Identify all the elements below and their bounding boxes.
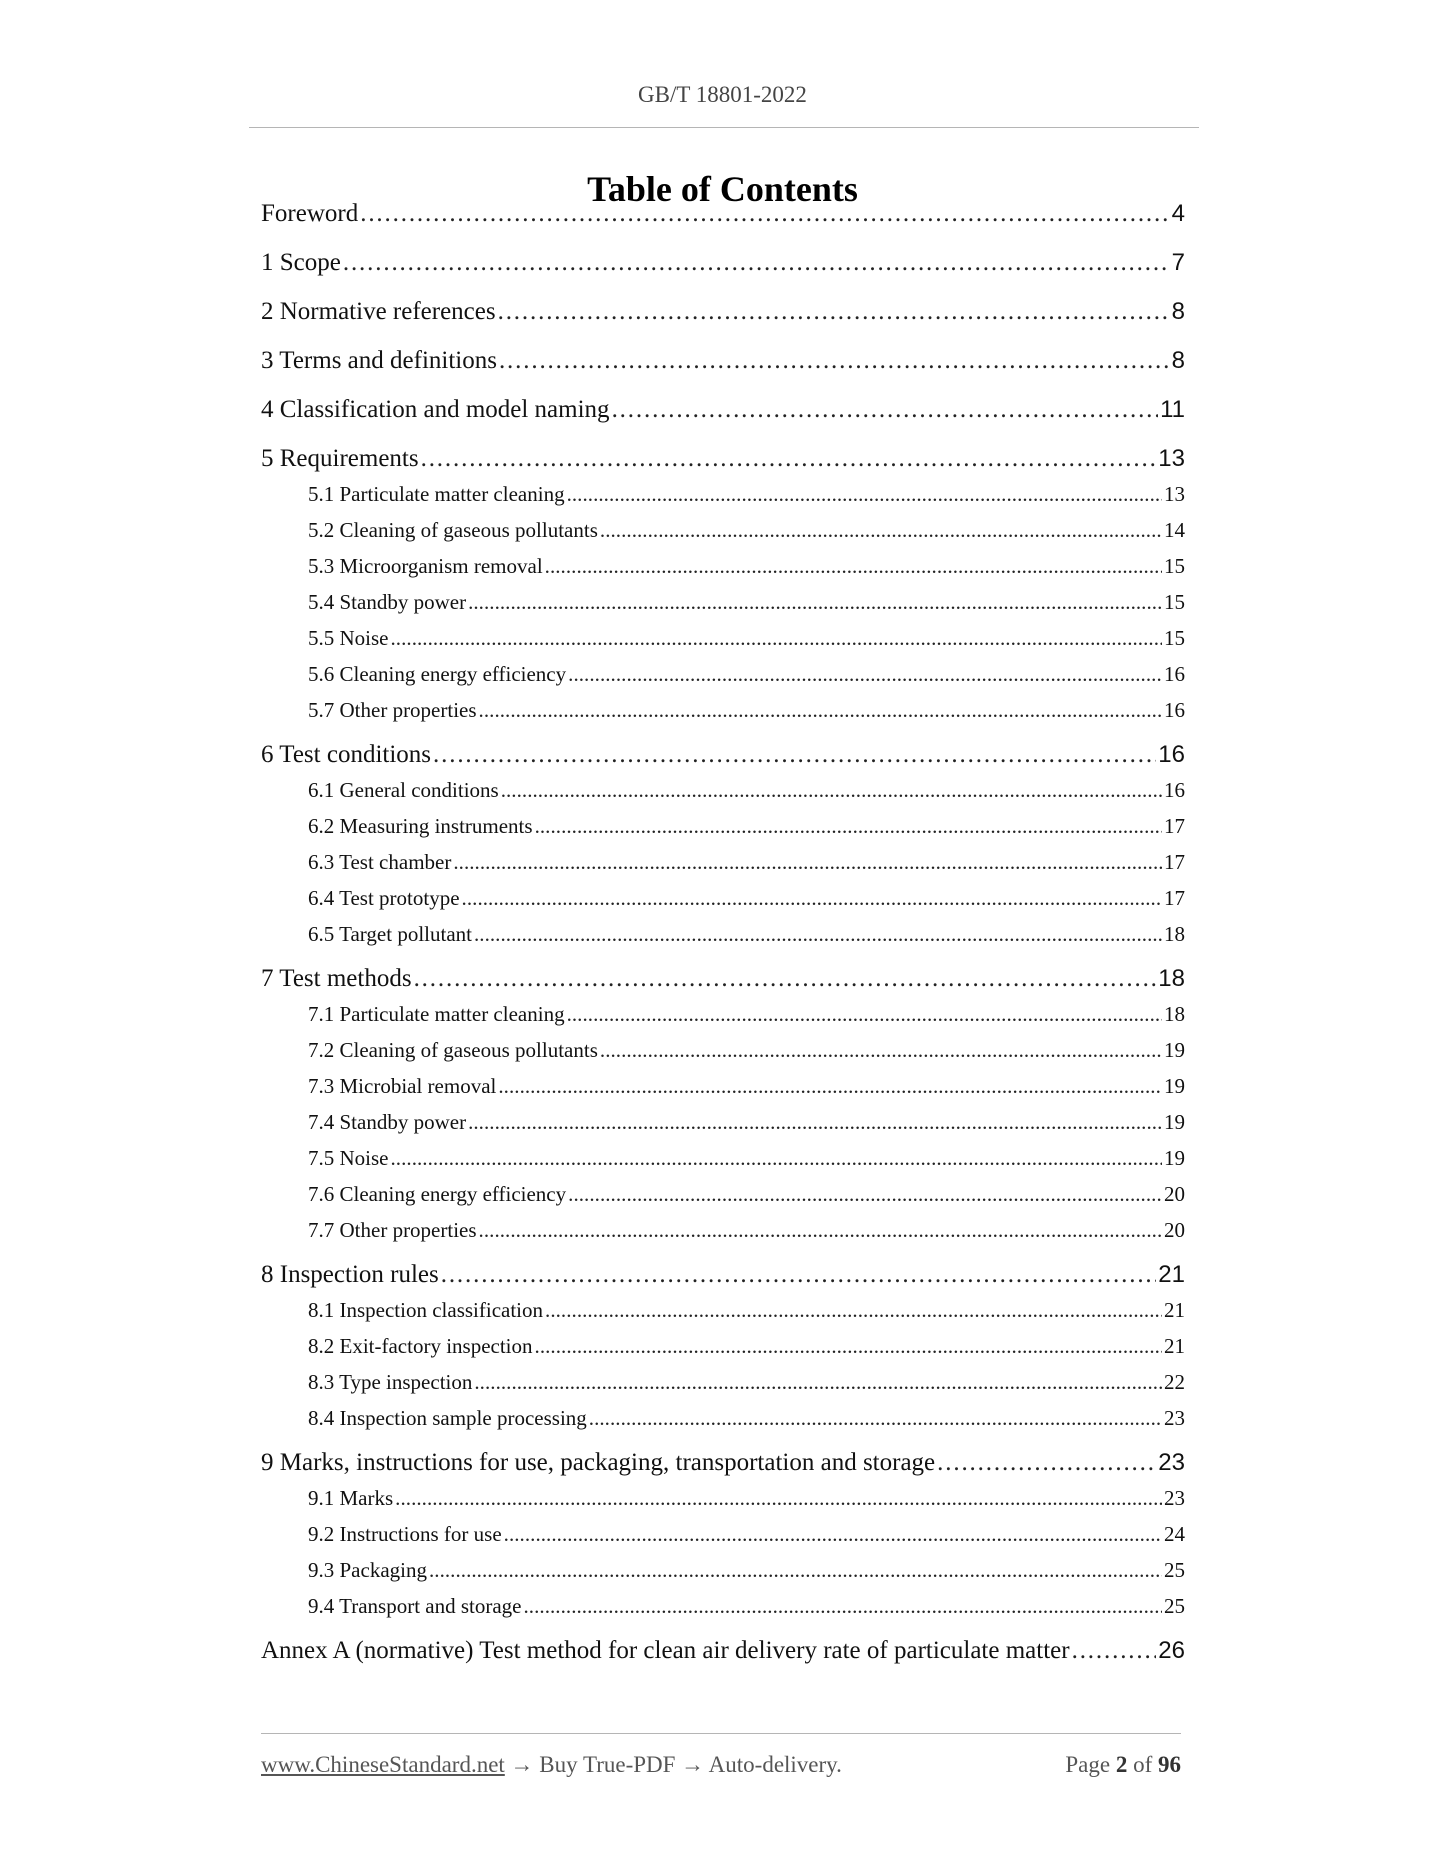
toc-entry-page: 15 [1164,626,1185,650]
toc-entry[interactable] [261,445,1185,477]
toc-entry[interactable] [261,1637,1185,1669]
toc-entry-label: 6.4 Test prototype [308,886,460,910]
toc-subentry[interactable] [308,1522,1185,1550]
toc-dot-leader [589,1406,1162,1431]
toc-entry-label: 8.4 Inspection sample processing [308,1406,587,1430]
toc-entry-page: 17 [1164,850,1185,874]
toc-subentry[interactable] [308,518,1185,546]
toc-dot-leader [498,1074,1162,1099]
toc-dot-leader [468,590,1162,615]
toc-dot-leader [504,1522,1162,1547]
toc-entry-page: 8 [1171,298,1185,325]
toc-dot-leader [612,396,1159,424]
toc-dot-leader [414,965,1157,993]
toc-dot-leader [499,347,1170,375]
toc-entry[interactable] [261,741,1185,773]
toc-entry-page: 24 [1164,1522,1185,1546]
toc-entry[interactable] [261,965,1185,997]
toc-entry-label: 6.2 Measuring instruments [308,814,533,838]
toc-entry-page: 20 [1164,1218,1185,1242]
toc-dot-leader [343,249,1170,277]
toc-entry-page: 19 [1164,1038,1185,1062]
toc-entry-label: 9 Marks, instructions for use, packaging, transportation and storage [261,1449,936,1476]
toc-dot-leader [498,298,1170,326]
toc-entry-label: Annex A (normative) Test method for clean air delivery rate of particulate matter [261,1637,1070,1664]
toc-dot-leader [433,741,1156,769]
toc-entry-label: 1 Scope [261,249,341,276]
toc-entry-label: 6.1 General conditions [308,778,499,802]
toc-entry-label: 9.3 Packaging [308,1558,427,1582]
toc-subentry[interactable] [308,1594,1185,1622]
toc-subentry[interactable] [308,554,1185,582]
toc-entry-label: 5.6 Cleaning energy efficiency [308,662,567,686]
page-number [1065,1752,1181,1778]
footer-divider [261,1733,1181,1734]
toc-entry[interactable] [261,347,1185,379]
toc-entry-label: 8.2 Exit-factory inspection [308,1334,533,1358]
toc-entry-page: 25 [1164,1558,1185,1582]
toc-dot-leader [391,626,1163,651]
toc-entry-page: 15 [1164,590,1185,614]
page-current: 2 [1115,1752,1128,1777]
toc-subentry[interactable] [308,1182,1185,1210]
toc-subentry[interactable] [308,662,1185,690]
toc-entry-page: 7 [1171,249,1185,276]
toc-entry-page: 19 [1164,1110,1185,1134]
toc-entry-page: 16 [1158,741,1185,768]
toc-entry-page: 13 [1158,445,1185,472]
page-header: GB/T 18801-2022 [638,82,807,107]
toc-entry-page: 22 [1164,1370,1185,1394]
toc-entry[interactable] [261,200,1185,232]
toc-entry-label: 4 Classification and model naming [261,396,610,423]
toc-entry-label: 7.3 Microbial removal [308,1074,497,1098]
toc-dot-leader [501,778,1162,803]
toc-subentry[interactable] [308,1406,1185,1434]
toc-dot-leader [462,886,1162,911]
toc-entry-label: 7.5 Noise [308,1146,389,1170]
toc-entry-page: 11 [1160,396,1185,423]
toc-dot-leader [600,518,1162,543]
toc-entry-page: 14 [1164,518,1185,542]
toc-entry-label: 9.4 Transport and storage [308,1594,522,1618]
toc-entry-label: 6 Test conditions [261,741,432,768]
toc-entry-page: 16 [1164,698,1185,722]
toc-subentry[interactable] [308,698,1185,726]
toc-dot-leader [479,698,1162,723]
toc-dot-leader [474,922,1162,947]
toc-subentry[interactable] [308,1146,1185,1174]
toc-subentry[interactable] [308,850,1185,878]
toc-entry-page: 17 [1164,886,1185,910]
of-word: of [1133,1752,1153,1777]
toc-subentry[interactable] [308,778,1185,806]
toc-entry-page: 25 [1164,1594,1185,1618]
toc-entry-label: 7.2 Cleaning of gaseous pollutants [308,1038,598,1062]
toc-dot-leader [535,814,1162,839]
toc-entry-label: 5.4 Standby power [308,590,467,614]
toc-subentry[interactable] [308,482,1185,510]
toc-entry-label: 5.2 Cleaning of gaseous pollutants [308,518,598,542]
toc-entry-label: 7.6 Cleaning energy efficiency [308,1182,567,1206]
toc-entry-page: 19 [1164,1146,1185,1170]
toc-entry-label: 8.1 Inspection classification [308,1298,544,1322]
toc-dot-leader [545,554,1162,579]
toc-entry-label: 5.1 Particulate matter cleaning [308,482,565,506]
toc-dot-leader [568,1182,1162,1207]
page-footer [261,1752,1181,1778]
toc-entry-label: 7.1 Particulate matter cleaning [308,1002,565,1026]
toc-entry-label: 9.1 Marks [308,1486,394,1510]
toc-entry[interactable] [261,1449,1185,1481]
toc-dot-leader [524,1594,1163,1619]
toc-dot-leader [453,850,1162,875]
toc-dot-leader [535,1334,1162,1359]
toc-dot-leader [545,1298,1162,1323]
toc-entry-page: 8 [1171,347,1185,374]
toc-entry[interactable] [261,249,1185,281]
toc-entry-label: 6.5 Target pollutant [308,922,472,946]
toc-dot-leader [429,1558,1162,1583]
toc-entry-page: 13 [1164,482,1185,506]
toc-subentry[interactable] [308,1558,1185,1586]
toc-subentry[interactable] [308,1334,1185,1362]
toc-entry[interactable] [261,1261,1185,1293]
toc-entry-page: 18 [1164,922,1185,946]
toc-dot-leader [441,1261,1157,1289]
toc-dot-leader [474,1370,1162,1395]
toc-subentry[interactable] [308,814,1185,842]
toc-entry-label: 7.7 Other properties [308,1218,477,1242]
toc-entry-label: 8 Inspection rules [261,1261,439,1288]
toc-entry-page: 21 [1158,1261,1185,1288]
toc-entry-label: 5.7 Other properties [308,698,477,722]
toc-entry-page: 26 [1158,1637,1185,1664]
toc-dot-leader [567,1002,1162,1027]
toc-subentry[interactable] [308,886,1185,914]
toc-subentry[interactable] [308,1038,1185,1066]
page-word: Page [1065,1752,1111,1777]
toc-entry-label: 5 Requirements [261,445,419,472]
toc-dot-leader [600,1038,1162,1063]
toc-entry-page: 4 [1171,200,1185,227]
toc-entry-page: 18 [1164,1002,1185,1026]
page-title: Table of Contents [587,169,858,209]
toc-dot-leader [479,1218,1162,1243]
footer-promo [261,1752,842,1778]
toc-entry-page: 18 [1158,965,1185,992]
toc-entry-page: 19 [1164,1074,1185,1098]
toc-subentry[interactable] [308,1486,1185,1514]
toc-dot-leader [937,1449,1156,1477]
toc-entry-label: 8.3 Type inspection [308,1370,473,1394]
toc-entry-label: 5.3 Microorganism removal [308,554,543,578]
toc-entry-page: 17 [1164,814,1185,838]
toc-subentry[interactable] [308,1002,1185,1030]
toc-subentry[interactable] [308,590,1185,618]
toc-dot-leader [391,1146,1163,1171]
toc-entry-label: 6.3 Test chamber [308,850,452,874]
toc-entry-label: Foreword [261,200,359,227]
toc-entry[interactable] [261,298,1185,330]
toc-entry-label: 9.2 Instructions for use [308,1522,502,1546]
footer-promo-text: → Buy True-PDF → Auto-delivery. [504,1752,842,1777]
toc-dot-leader [568,662,1162,687]
toc-entry-page: 16 [1164,778,1185,802]
toc-entry-page: 21 [1164,1298,1185,1322]
toc-entry-page: 23 [1164,1406,1185,1430]
toc-entry-label: 2 Normative references [261,298,496,325]
toc-subentry[interactable] [308,1218,1185,1246]
toc-entry-label: 5.5 Noise [308,626,389,650]
toc-subentry[interactable] [308,1074,1185,1102]
toc-dot-leader [567,482,1162,507]
toc-entry-page: 16 [1164,662,1185,686]
toc-entry-label: 3 Terms and definitions [261,347,497,374]
toc-entry-page: 23 [1158,1449,1185,1476]
toc-subentry[interactable] [308,1370,1185,1398]
site-link[interactable]: www.ChineseStandard.net [261,1752,505,1777]
toc-dot-leader [421,445,1157,473]
toc-subentry[interactable] [308,1298,1185,1326]
toc-entry-label: 7 Test methods [261,965,412,992]
toc-entry-page: 20 [1164,1182,1185,1206]
toc-entry-page: 21 [1164,1334,1185,1358]
toc-entry-page: 15 [1164,554,1185,578]
toc-subentry[interactable] [308,626,1185,654]
page-total: 96 [1158,1752,1181,1777]
toc-subentry[interactable] [308,1110,1185,1138]
toc-entry-label: 7.4 Standby power [308,1110,467,1134]
toc-dot-leader [1072,1637,1157,1665]
toc-dot-leader [395,1486,1162,1511]
toc-subentry[interactable] [308,922,1185,950]
toc-dot-leader [360,200,1169,228]
toc-entry-page: 23 [1164,1486,1185,1510]
toc-dot-leader [468,1110,1162,1135]
toc-entry[interactable] [261,396,1185,428]
